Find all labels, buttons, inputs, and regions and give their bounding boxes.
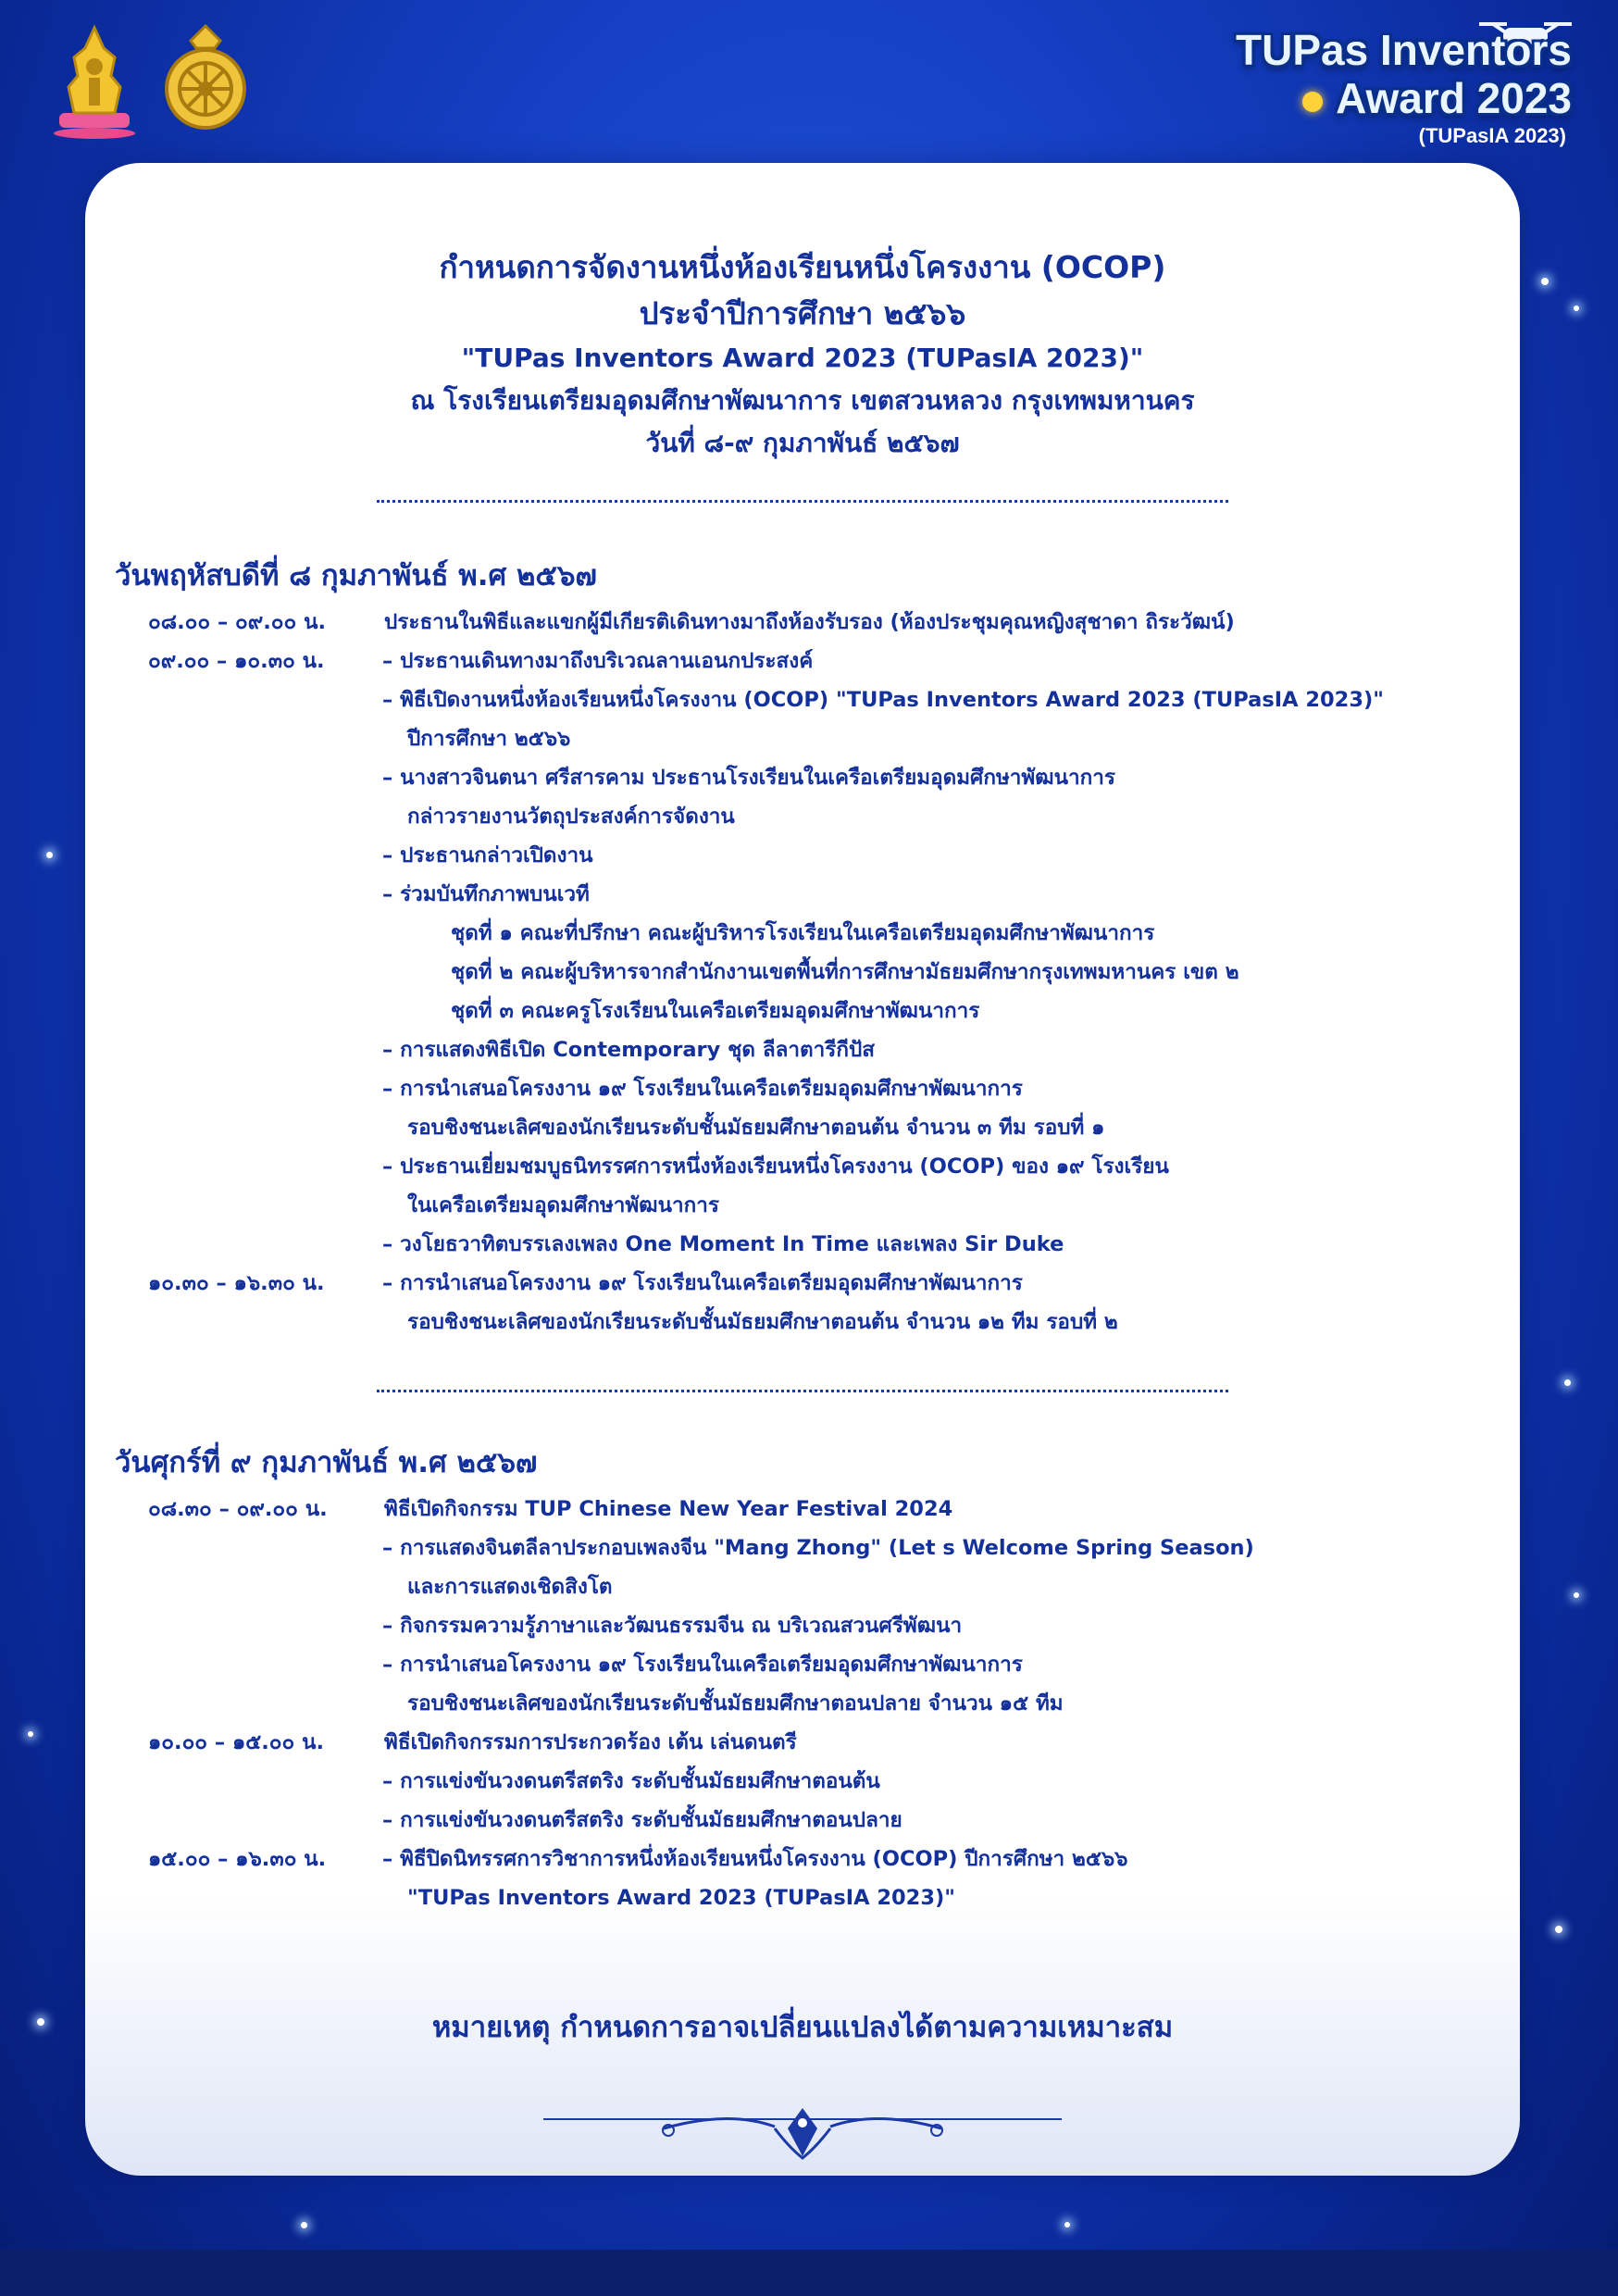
activity-text: ในเครือเตรียมอุดมศึกษาพัฒนาการ bbox=[407, 1193, 719, 1217]
time-slot: ๐๘.๐๐ – ๐๙.๐๐ น. bbox=[148, 610, 327, 634]
activity-text: ชุดที่ ๑ คณะที่ปรึกษา คณะผู้บริหารโรงเรียนในเครือเตรียมอุดมศึกษาพัฒนาการ bbox=[451, 921, 1155, 945]
activity-text: และการแสดงเชิดสิงโต bbox=[407, 1575, 613, 1599]
activity-text: – การแข่งขันวงดนตรีสตริง ระดับชั้นมัธยมศึกษาตอนปลาย bbox=[382, 1808, 902, 1832]
sparkle bbox=[1574, 306, 1579, 311]
school-crest-icon bbox=[48, 20, 141, 141]
lightbulb-icon bbox=[1302, 92, 1323, 112]
bottom-band bbox=[0, 2250, 1618, 2296]
sparkle bbox=[1574, 1592, 1579, 1598]
activity-text: – ประธานเดินทางมาถึงบริเวณลานเอนกประสงค์ bbox=[382, 649, 814, 673]
time-slot: ๑๐.๓๐ – ๑๖.๓๐ น. bbox=[148, 1271, 325, 1295]
day2-title: วันศุกร์ที่ ๙ กุมภาพันธ์ พ.ศ ๒๕๖๗ bbox=[115, 1446, 538, 1479]
activity-text: รอบชิงชนะเลิศของนักเรียนระดับชั้นมัธยมศึกษาตอนต้น จำนวน ๑๒ ทีม รอบที่ ๒ bbox=[407, 1310, 1118, 1334]
activity-text: – ร่วมบันทึกภาพบนเวที bbox=[382, 882, 590, 906]
time-slot: ๐๙.๐๐ – ๑๐.๓๐ น. bbox=[148, 649, 325, 673]
sparkle bbox=[1564, 1379, 1571, 1386]
sparkle bbox=[301, 2222, 307, 2228]
page-subtitle: ประจำปีการศึกษา ๒๕๖๖ bbox=[639, 295, 966, 331]
remark-note: หมายเหตุ กำหนดการอาจเปลี่ยนแปลงได้ตามความเหมาะสม bbox=[431, 2011, 1174, 2044]
sparkle bbox=[37, 2018, 44, 2026]
sparkle bbox=[46, 852, 53, 858]
sparkle bbox=[28, 1731, 33, 1737]
activity-text: รอบชิงชนะเลิศของนักเรียนระดับชั้นมัธยมศึกษาตอนต้น จำนวน ๓ ทีม รอบที่ ๑ bbox=[407, 1116, 1105, 1140]
activity-text: – นางสาวจินตนา ศรีสารคาม ประธานโรงเรียนในเครือเตรียมอุดมศึกษาพัฒนาการ bbox=[382, 766, 1115, 790]
activity-text: – การนำเสนอโครงงาน ๑๙ โรงเรียนในเครือเตรียมอุดมศึกษาพัฒนาการ bbox=[382, 1653, 1023, 1677]
schedule-card bbox=[85, 163, 1520, 2176]
activity-text: – วงโยธวาทิตบรรเลงเพลง One Moment In Time และเพลง Sir Duke bbox=[382, 1232, 1064, 1256]
activity-text: – พิธีปิดนิทรรศการวิชาการหนึ่งห้องเรียนหนึ่งโครงงาน (OCOP) ปีการศึกษา ๒๕๖๖ bbox=[382, 1847, 1128, 1871]
sparkle bbox=[1064, 2222, 1070, 2227]
brand-line-2 bbox=[1236, 74, 1572, 122]
activity-text: – กิจกรรมความรู้ภาษาและวัฒนธรรมจีน ณ บริเวณสวนศรีพัฒนา bbox=[382, 1614, 963, 1638]
time-slot: ๑๕.๐๐ – ๑๖.๓๐ น. bbox=[148, 1847, 327, 1871]
activity-text: – การแข่งขันวงดนตรีสตริง ระดับชั้นมัธยมศึกษาตอนต้น bbox=[382, 1769, 880, 1793]
activity-text: ชุดที่ ๒ คณะผู้บริหารจากสำนักงานเขตพื้นที่การศึกษามัธยมศึกษากรุงเทพมหานคร เขต ๒ bbox=[451, 960, 1239, 984]
activity-text: กล่าวรายงานวัตถุประสงค์การจัดงาน bbox=[407, 805, 735, 829]
activity-text: – การนำเสนอโครงงาน ๑๙ โรงเรียนในเครือเตรียมอุดมศึกษาพัฒนาการ bbox=[382, 1077, 1023, 1101]
brand-line-3: (TUPasIA 2023) bbox=[1418, 124, 1566, 147]
event-name: "TUPas Inventors Award 2023 (TUPasIA 2023)" bbox=[461, 343, 1144, 373]
sparkle bbox=[1555, 1926, 1562, 1933]
activity-text: – ประธานกล่าวเปิดงาน bbox=[382, 843, 593, 867]
activity-text: พิธีเปิดกิจกรรมการประกวดร้อง เต้น เล่นดนตรี bbox=[384, 1730, 797, 1754]
ornament-divider-icon bbox=[543, 2101, 1062, 2169]
activity-text: – การแสดงพิธีเปิด Contemporary ชุด ลีลาตารีกีปัส bbox=[382, 1038, 876, 1062]
event-brand bbox=[1236, 26, 1572, 148]
activity-text: – การแสดงจินตลีลาประกอบเพลงจีน "Mang Zhong" (Let s Welcome Spring Season) bbox=[382, 1536, 1254, 1560]
activity-text: ชุดที่ ๓ คณะครูโรงเรียนในเครือเตรียมอุดมศึกษาพัฒนาการ bbox=[451, 999, 980, 1023]
activity-text: – พิธีเปิดงานหนึ่งห้องเรียนหนึ่งโครงงาน (OCOP) "TUPas Inventors Award 2023 (TUPasIA 2023)" bbox=[382, 688, 1384, 712]
activity-text: ปีการศึกษา ๒๕๖๖ bbox=[407, 727, 571, 751]
activity-text: รอบชิงชนะเลิศของนักเรียนระดับชั้นมัธยมศึกษาตอนปลาย จำนวน ๑๕ ทีม bbox=[407, 1691, 1064, 1716]
activity-text: พิธีเปิดกิจกรรม TUP Chinese New Year Festival 2024 bbox=[384, 1497, 953, 1521]
dotted-divider bbox=[377, 500, 1228, 503]
page-title: กำหนดการจัดงานหนึ่งห้องเรียนหนึ่งโครงงาน (OCOP) bbox=[439, 249, 1166, 285]
activity-text: – การนำเสนอโครงงาน ๑๙ โรงเรียนในเครือเตรียมอุดมศึกษาพัฒนาการ bbox=[382, 1271, 1023, 1295]
dotted-divider bbox=[377, 1390, 1228, 1392]
page-header bbox=[85, 244, 1520, 465]
time-slot: ๑๐.๐๐ – ๑๕.๐๐ น. bbox=[148, 1730, 325, 1754]
brand-line-1: TUPas Inventors bbox=[1236, 26, 1572, 74]
event-venue: ณ โรงเรียนเตรียมอุดมศึกษาพัฒนาการ เขตสวนหลวง กรุงเทพมหานคร bbox=[410, 385, 1195, 416]
activity-text: "TUPas Inventors Award 2023 (TUPasIA 2023)" bbox=[407, 1886, 955, 1910]
dharma-wheel-emblem-icon bbox=[159, 20, 252, 141]
event-date: วันที่ ๘-๙ กุมภาพันธ์ ๒๕๖๗ bbox=[645, 428, 960, 458]
activity-text: ประธานในพิธีและแขกผู้มีเกียรติเดินทางมาถึงห้องรับรอง (ห้องประชุมคุณหญิงสุชาดา ถิระวัฒน์) bbox=[384, 610, 1235, 634]
sparkle bbox=[1541, 278, 1549, 285]
brand-line-2-text: Award 2023 bbox=[1336, 74, 1572, 122]
time-slot: ๐๘.๓๐ – ๐๙.๐๐ น. bbox=[148, 1497, 328, 1521]
activity-text: – ประธานเยี่ยมชมบูธนิทรรศการหนึ่งห้องเรียนหนึ่งโครงงาน (OCOP) ของ ๑๙ โรงเรียน bbox=[382, 1154, 1169, 1179]
day1-title: วันพฤหัสบดีที่ ๘ กุมภาพันธ์ พ.ศ ๒๕๖๗ bbox=[115, 559, 597, 593]
